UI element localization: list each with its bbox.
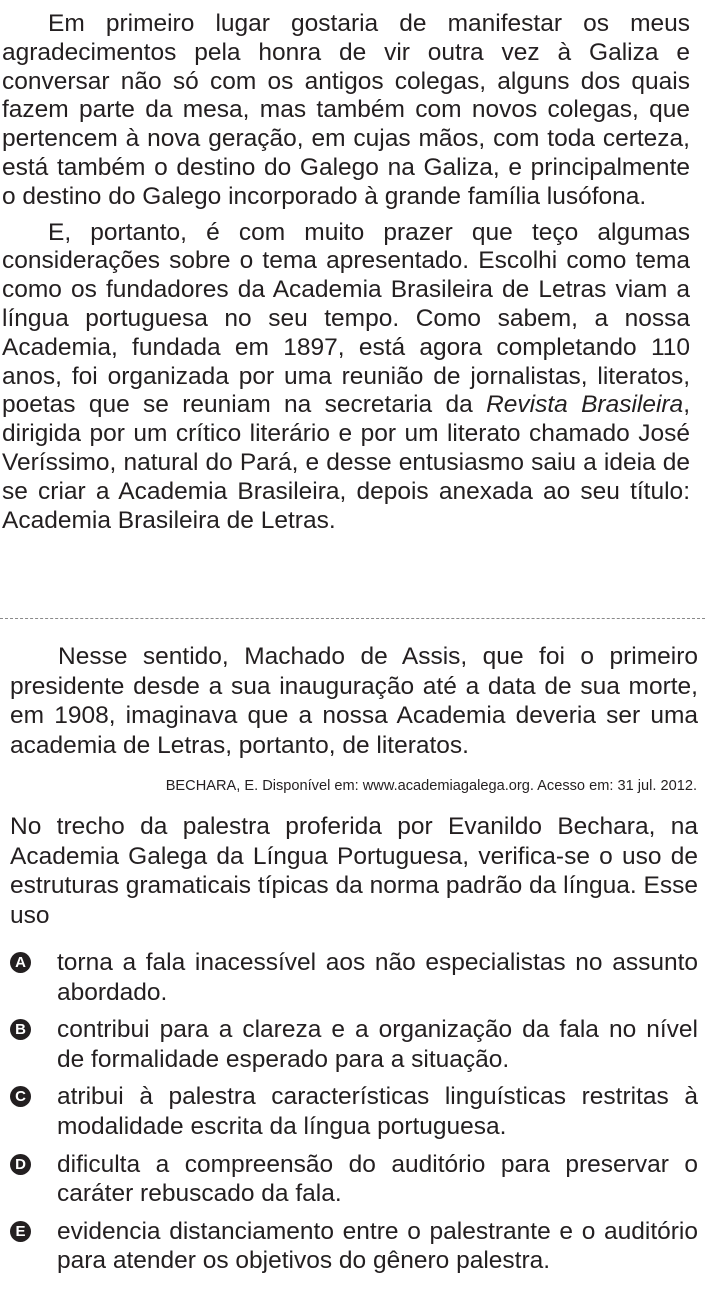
passage-paragraph-1: Em primeiro lugar gostaria de manifestar os meus agradecimentos pela honra de vir outra vez à Galiza e conversar não só com os antigos colegas, alguns dos quais fazem parte da mesa, mas também com novos colegas, que pertencem à nova geração, em cujas mãos, com toda certeza, está também o destino do Galego na Galiza, e principalmente o destino do Galego incorporado à grande família lusófona.	[2, 10, 690, 210]
option-b[interactable]	[10, 1015, 698, 1074]
page-break-divider	[0, 618, 705, 619]
option-c-text: atribui à palestra características linguísticas restritas à modalidade escrita da língua portuguesa.	[57, 1083, 698, 1140]
passage-paragraph-3: Nesse sentido, Machado de Assis, que foi o primeiro presidente desde a sua inauguração até a data de sua morte, em 1908, imaginava que a nossa Academia deveria ser uma academia de Letras, portanto, de literatos.	[10, 643, 698, 759]
option-c-letter-badge: C	[10, 1086, 31, 1107]
option-d[interactable]	[10, 1150, 698, 1209]
option-b-letter-badge: B	[10, 1019, 31, 1040]
passage-continued	[2, 10, 690, 535]
option-d-text: dificulta a compreensão do auditório para preservar o caráter rebuscado da fala.	[57, 1150, 698, 1208]
passage-paragraph-2-text-b: , dirigida por um crítico literário e por um literato chamado José Veríssimo, natural do Pará, e desse entusiasmo saiu a ideia de se criar a Academia Brasileira, depois anexada ao seu título: Academia Brasileira de Letras.	[2, 391, 690, 534]
source-citation: BECHARA, E. Disponível em: www.academiagalega.org. Acesso em: 31 jul. 2012.	[165, 778, 697, 794]
option-e-text: evidencia distanciamento entre o palestrante e o auditório para atender os objetivos do gênero palestra.	[57, 1217, 698, 1275]
option-e[interactable]	[10, 1217, 698, 1276]
passage-paragraph-2-text-a: E, portanto, é com muito prazer que teço algumas considerações sobre o tema apresentado. Escolhi como tema como os fundadores da Academia Brasileira de Letras viam a língua portuguesa no seu tempo. Como sabem, a nossa Academia, fundada em 1897, está agora completando 110 anos, foi organizada por uma reunião de jornalistas, literatos, poetas que se reuniam na secretaria da	[2, 218, 690, 419]
option-b-text: contribui para a clareza e a organização da fala no nível de formalidade esperado para a situação.	[57, 1016, 698, 1073]
option-a[interactable]	[10, 948, 698, 1007]
answer-options	[10, 948, 698, 1284]
option-a-letter-badge: A	[10, 952, 31, 973]
passage-end	[10, 642, 698, 760]
question-stem: No trecho da palestra proferida por Evanildo Bechara, na Academia Galega da Língua Portuguesa, verifica-se o uso de estruturas gramaticais típicas da norma padrão da língua. Esse uso	[10, 813, 698, 929]
passage-paragraph-2	[2, 219, 690, 536]
magazine-title: Revista Brasileira	[486, 391, 684, 419]
option-d-letter-badge: D	[10, 1154, 31, 1175]
option-c[interactable]	[10, 1082, 698, 1141]
option-e-letter-badge: E	[10, 1221, 31, 1242]
option-a-text: torna a fala inacessível aos não especialistas no assunto abordado.	[57, 949, 698, 1006]
